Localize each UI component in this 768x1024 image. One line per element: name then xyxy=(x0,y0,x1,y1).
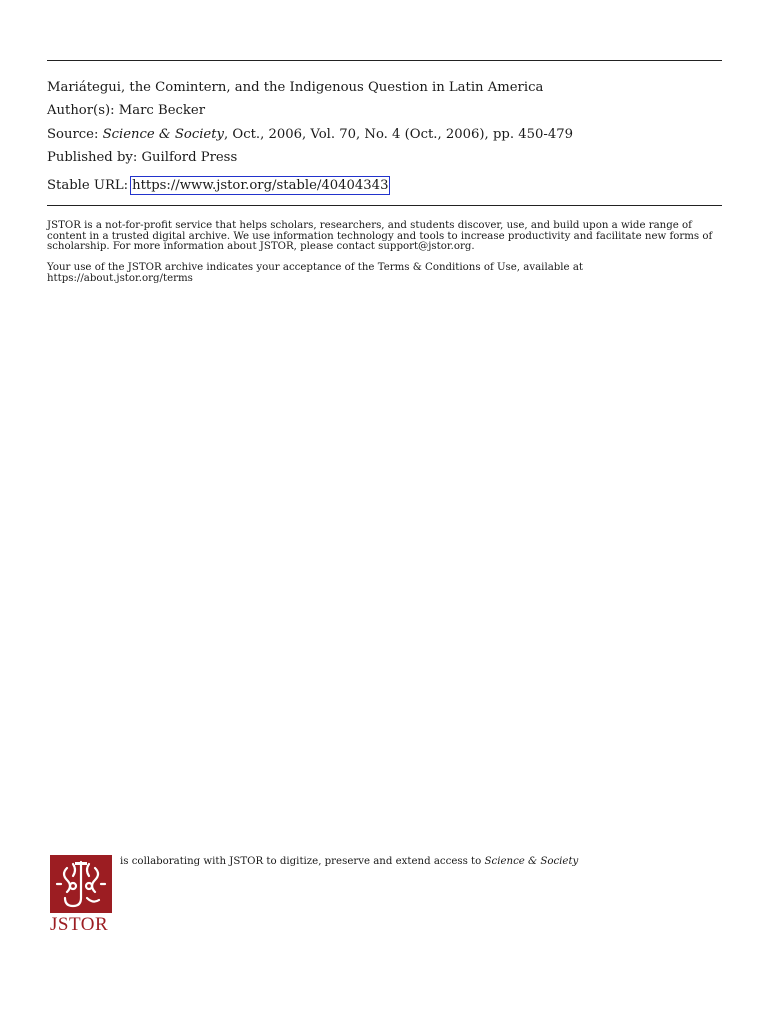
source-details: , Oct., 2006, Vol. 70, No. 4 (Oct., 2006), pp. 450-479 xyxy=(224,127,574,142)
collab-journal: Science & Society xyxy=(484,856,579,867)
collaboration-statement xyxy=(120,856,578,868)
stable-url-label: Stable URL: xyxy=(47,178,129,193)
publisher-name: Guilford Press xyxy=(141,150,238,165)
jstor-about-notice: JSTOR is a not-for-profit service that helps scholars, researchers, and students discover, use, and build upon a wide range of content in a trusted digital archive. We use information technology and tools to increase productivity and facilitate new forms of scholarship. For more information about JSTOR, please contact support@jstor.org. xyxy=(47,220,713,253)
publisher-label: Published by: xyxy=(47,150,138,165)
source-label: Source: xyxy=(47,127,99,142)
source-journal: Science & Society xyxy=(102,127,224,142)
author-label: Author(s): xyxy=(47,103,115,118)
section-rule xyxy=(47,205,722,206)
terms-notice: Your use of the JSTOR archive indicates your acceptance of the Terms & Conditions of Use, available at https://about.jstor.org/terms xyxy=(47,262,583,284)
jstor-logo xyxy=(50,855,114,935)
publisher-line xyxy=(47,149,237,167)
jstor-wordmark: JSTOR xyxy=(50,914,109,935)
top-rule xyxy=(47,60,722,61)
author-name: Marc Becker xyxy=(118,103,205,118)
stable-url-link[interactable]: https://www.jstor.org/stable/40404343 xyxy=(132,178,389,193)
source-line xyxy=(47,126,573,144)
stable-url-line xyxy=(47,176,390,195)
author-line xyxy=(47,102,205,120)
collab-text: is collaborating with JSTOR to digitize, preserve and extend access to xyxy=(120,856,482,867)
article-title: Mariátegui, the Comintern, and the Indigenous Question in Latin America xyxy=(47,80,544,95)
jstor-logo-icon xyxy=(50,855,112,913)
